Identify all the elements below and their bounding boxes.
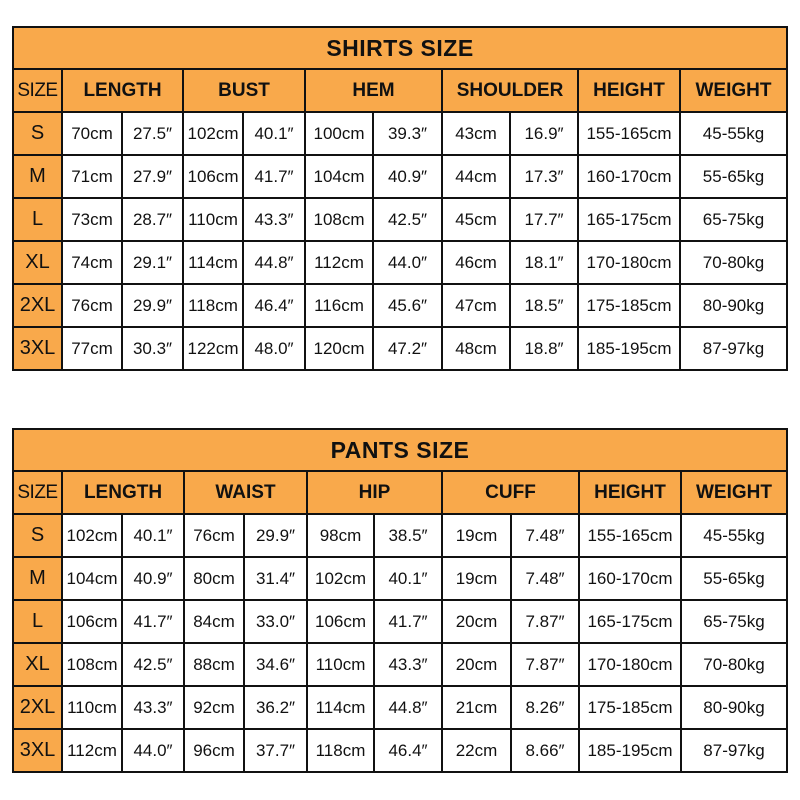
table-row — [13, 112, 787, 155]
table-cell: 108cm — [305, 198, 373, 241]
table-cell: 48.0″ — [243, 327, 305, 370]
table-cell: 120cm — [305, 327, 373, 370]
table-cell: 104cm — [62, 557, 122, 600]
table-cell: 36.2″ — [244, 686, 307, 729]
pants-size-table — [12, 428, 788, 773]
table-cell: 34.6″ — [244, 643, 307, 686]
table-cell: 88cm — [184, 643, 244, 686]
table-cell: 29.9″ — [122, 284, 183, 327]
table-row — [13, 284, 787, 327]
table-row — [13, 729, 787, 772]
table-cell: 170-180cm — [579, 643, 681, 686]
table-cell: 18.5″ — [510, 284, 578, 327]
size-label: M — [13, 557, 62, 600]
table-cell: 118cm — [307, 729, 374, 772]
table-cell: 122cm — [183, 327, 243, 370]
column-header-length: LENGTH — [62, 69, 183, 112]
table-cell: 18.1″ — [510, 241, 578, 284]
table-cell: 42.5″ — [122, 643, 184, 686]
table-cell: 106cm — [183, 155, 243, 198]
table-cell: 112cm — [305, 241, 373, 284]
table-cell: 80-90kg — [680, 284, 787, 327]
table-cell: 108cm — [62, 643, 122, 686]
table-cell: 8.66″ — [511, 729, 579, 772]
table-cell: 7.48″ — [511, 514, 579, 557]
table-cell: 84cm — [184, 600, 244, 643]
table-cell: 40.9″ — [122, 557, 184, 600]
table-row — [13, 643, 787, 686]
table-row — [13, 327, 787, 370]
table-cell: 98cm — [307, 514, 374, 557]
table-cell: 22cm — [442, 729, 511, 772]
size-label: 2XL — [13, 284, 62, 327]
table-cell: 41.7″ — [374, 600, 442, 643]
table-cell: 70cm — [62, 112, 122, 155]
table-cell: 41.7″ — [122, 600, 184, 643]
table-cell: 47.2″ — [373, 327, 442, 370]
table-cell: 44.0″ — [122, 729, 184, 772]
size-label: XL — [13, 241, 62, 284]
column-header-bust: BUST — [183, 69, 305, 112]
table-cell: 185-195cm — [578, 327, 680, 370]
table-cell: 100cm — [305, 112, 373, 155]
table-cell: 71cm — [62, 155, 122, 198]
table-cell: 28.7″ — [122, 198, 183, 241]
table-cell: 175-185cm — [579, 686, 681, 729]
table-cell: 110cm — [62, 686, 122, 729]
table-cell: 160-170cm — [579, 557, 681, 600]
table-cell: 74cm — [62, 241, 122, 284]
table-title: SHIRTS SIZE — [13, 27, 787, 69]
table-cell: 48cm — [442, 327, 510, 370]
table-cell: 44.0″ — [373, 241, 442, 284]
size-label: L — [13, 600, 62, 643]
size-label: XL — [13, 643, 62, 686]
column-header-cuff: CUFF — [442, 471, 579, 514]
table-cell: 45.6″ — [373, 284, 442, 327]
table-cell: 21cm — [442, 686, 511, 729]
table-row — [13, 557, 787, 600]
table-cell: 43.3″ — [122, 686, 184, 729]
size-label: S — [13, 112, 62, 155]
table-cell: 30.3″ — [122, 327, 183, 370]
table-cell: 37.7″ — [244, 729, 307, 772]
table-cell: 87-97kg — [680, 327, 787, 370]
table-cell: 19cm — [442, 557, 511, 600]
shirts-table-body — [13, 112, 787, 370]
table-cell: 76cm — [184, 514, 244, 557]
size-label: S — [13, 514, 62, 557]
table-title: PANTS SIZE — [13, 429, 787, 471]
table-cell: 118cm — [183, 284, 243, 327]
size-label: 3XL — [13, 327, 62, 370]
table-cell: 76cm — [62, 284, 122, 327]
table-cell: 106cm — [307, 600, 374, 643]
table-cell: 55-65kg — [681, 557, 787, 600]
table-cell: 43.3″ — [243, 198, 305, 241]
table-cell: 80-90kg — [681, 686, 787, 729]
table-cell: 43.3″ — [374, 643, 442, 686]
table-cell: 160-170cm — [578, 155, 680, 198]
table-cell: 7.87″ — [511, 643, 579, 686]
table-cell: 43cm — [442, 112, 510, 155]
table-cell: 116cm — [305, 284, 373, 327]
table-cell: 27.9″ — [122, 155, 183, 198]
table-row — [13, 514, 787, 557]
table-row — [13, 241, 787, 284]
table-cell: 45-55kg — [680, 112, 787, 155]
table-cell: 18.8″ — [510, 327, 578, 370]
table-cell: 65-75kg — [681, 600, 787, 643]
table-cell: 102cm — [62, 514, 122, 557]
table-cell: 44cm — [442, 155, 510, 198]
table-cell: 55-65kg — [680, 155, 787, 198]
table-row — [13, 155, 787, 198]
column-header-height: HEIGHT — [578, 69, 680, 112]
table-cell: 165-175cm — [578, 198, 680, 241]
column-header-hip: HIP — [307, 471, 442, 514]
table-cell: 114cm — [307, 686, 374, 729]
column-header-weight: WEIGHT — [680, 69, 787, 112]
table-cell: 106cm — [62, 600, 122, 643]
column-header-length: LENGTH — [62, 471, 184, 514]
table-cell: 46.4″ — [374, 729, 442, 772]
table-cell: 65-75kg — [680, 198, 787, 241]
size-label: 3XL — [13, 729, 62, 772]
column-header-hem: HEM — [305, 69, 442, 112]
table-cell: 38.5″ — [374, 514, 442, 557]
table-cell: 70-80kg — [680, 241, 787, 284]
column-header-size: SIZE — [13, 471, 62, 514]
size-label: L — [13, 198, 62, 241]
table-cell: 87-97kg — [681, 729, 787, 772]
table-cell: 102cm — [183, 112, 243, 155]
table-cell: 44.8″ — [243, 241, 305, 284]
table-cell: 44.8″ — [374, 686, 442, 729]
table-cell: 46.4″ — [243, 284, 305, 327]
table-cell: 40.1″ — [374, 557, 442, 600]
table-cell: 45-55kg — [681, 514, 787, 557]
table-cell: 20cm — [442, 643, 511, 686]
size-label: M — [13, 155, 62, 198]
table-cell: 47cm — [442, 284, 510, 327]
table-cell: 7.87″ — [511, 600, 579, 643]
table-cell: 45cm — [442, 198, 510, 241]
column-header-shoulder: SHOULDER — [442, 69, 578, 112]
table-cell: 102cm — [307, 557, 374, 600]
table-cell: 29.9″ — [244, 514, 307, 557]
table-cell: 42.5″ — [373, 198, 442, 241]
table-cell: 165-175cm — [579, 600, 681, 643]
table-cell: 77cm — [62, 327, 122, 370]
table-cell: 92cm — [184, 686, 244, 729]
table-row — [13, 600, 787, 643]
table-cell: 170-180cm — [578, 241, 680, 284]
column-header-weight: WEIGHT — [681, 471, 787, 514]
table-cell: 16.9″ — [510, 112, 578, 155]
table-cell: 41.7″ — [243, 155, 305, 198]
table-cell: 29.1″ — [122, 241, 183, 284]
table-row — [13, 198, 787, 241]
table-cell: 185-195cm — [579, 729, 681, 772]
table-cell: 17.7″ — [510, 198, 578, 241]
table-cell: 110cm — [183, 198, 243, 241]
table-cell: 20cm — [442, 600, 511, 643]
table-cell: 46cm — [442, 241, 510, 284]
table-cell: 40.9″ — [373, 155, 442, 198]
column-header-waist: WAIST — [184, 471, 307, 514]
column-header-height: HEIGHT — [579, 471, 681, 514]
table-cell: 175-185cm — [578, 284, 680, 327]
table-cell: 110cm — [307, 643, 374, 686]
table-cell: 40.1″ — [122, 514, 184, 557]
table-cell: 80cm — [184, 557, 244, 600]
table-cell: 112cm — [62, 729, 122, 772]
pants-table-body — [13, 514, 787, 772]
table-cell: 96cm — [184, 729, 244, 772]
column-header-size: SIZE — [13, 69, 62, 112]
table-cell: 31.4″ — [244, 557, 307, 600]
size-label: 2XL — [13, 686, 62, 729]
table-cell: 17.3″ — [510, 155, 578, 198]
table-cell: 155-165cm — [578, 112, 680, 155]
table-cell: 7.48″ — [511, 557, 579, 600]
table-cell: 114cm — [183, 241, 243, 284]
table-cell: 19cm — [442, 514, 511, 557]
table-row — [13, 686, 787, 729]
table-cell: 73cm — [62, 198, 122, 241]
table-cell: 155-165cm — [579, 514, 681, 557]
shirts-size-table — [12, 26, 788, 371]
table-cell: 70-80kg — [681, 643, 787, 686]
table-cell: 104cm — [305, 155, 373, 198]
table-cell: 33.0″ — [244, 600, 307, 643]
table-cell: 27.5″ — [122, 112, 183, 155]
table-cell: 40.1″ — [243, 112, 305, 155]
table-cell: 39.3″ — [373, 112, 442, 155]
table-cell: 8.26″ — [511, 686, 579, 729]
